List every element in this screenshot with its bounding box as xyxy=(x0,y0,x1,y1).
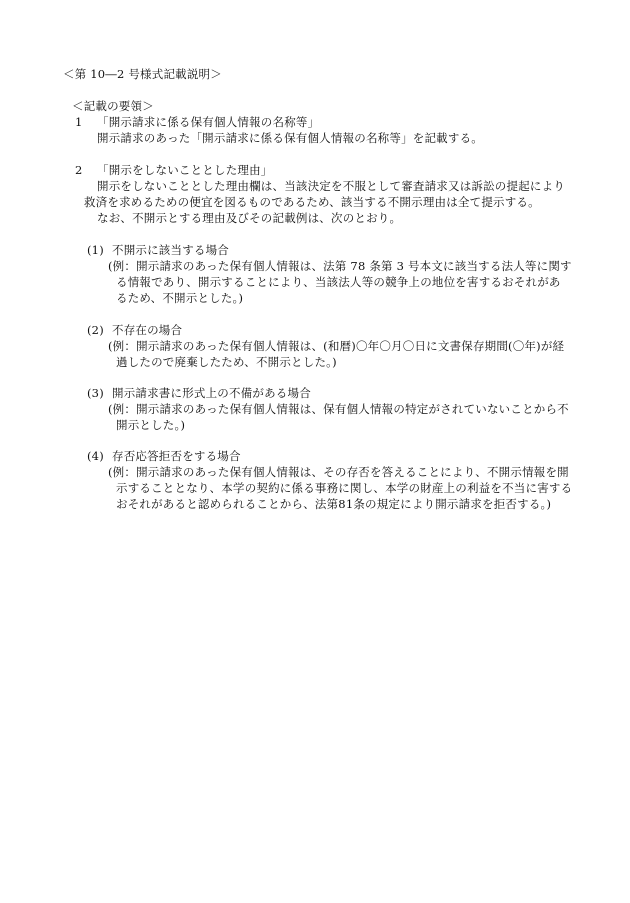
case-number: (3) xyxy=(87,386,104,400)
case-example-line: (例：開示請求のあった保有個人情報は、(和暦)〇年〇月〇日に文書保存期間(〇年)が経 xyxy=(108,339,565,353)
item-number: 2 xyxy=(75,163,83,177)
case-title: 不開示に該当する場合 xyxy=(112,243,229,257)
item-title: 「開示をしないこととした理由」 xyxy=(97,163,273,177)
item-title: 「開示請求に係る保有個人情報の名称等」 xyxy=(97,115,320,129)
case-example-line: 開示とした。) xyxy=(116,418,186,432)
item-body-line: 救済を求めるための便宜を図るものであるため、該当する不開示理由は全て提示する。 xyxy=(84,195,540,209)
case-example-line: (例：開示請求のあった保有個人情報は、保有個人情報の特定がされていないことから不 xyxy=(108,402,569,416)
case-example-line: 過したので廃棄したため、不開示とした。) xyxy=(116,355,337,369)
case-example-line: (例：開示請求のあった保有個人情報は、法第 78 条第 3 号本文に該当する法人等に関す xyxy=(108,259,572,273)
case-number: (1) xyxy=(87,243,104,257)
case-title: 不存在の場合 xyxy=(112,323,183,337)
case-number: (2) xyxy=(87,323,104,337)
item-body-line: 開示をしないこととした理由欄は、当該決定を不服として審査請求又は訴訟の提起により xyxy=(97,179,565,193)
case-example-line: るため、不開示とした。) xyxy=(116,291,244,305)
case-number: (4) xyxy=(87,449,104,463)
case-example-line: る情報であり、開示することにより、当該法人等の競争上の地位を害するおそれがあ xyxy=(116,275,561,289)
case-example-line: おそれがあると認められることから、法第81条の規定により開示請求を拒否する。) xyxy=(116,497,552,511)
section-heading: ＜記載の要領＞ xyxy=(72,99,154,113)
document-title: ＜第 10―2 号様式記載説明＞ xyxy=(63,67,222,81)
case-title: 開示請求書に形式上の不備がある場合 xyxy=(112,386,311,400)
case-title: 存否応答拒否をする場合 xyxy=(112,449,241,463)
item-number: 1 xyxy=(75,115,83,129)
item-body-line: なお、不開示とする理由及びその記載例は、次のとおり。 xyxy=(97,211,402,225)
case-example-line: (例：開示請求のあった保有個人情報は、その存否を答えることにより、不開示情報を開 xyxy=(108,465,569,479)
case-example-line: 示することとなり、本学の契約に係る事務に関し、本学の財産上の利益を不当に害する xyxy=(116,481,573,495)
item-body-line: 開示請求のあった「開示請求に係る保有個人情報の名称等」を記載する。 xyxy=(97,131,483,145)
